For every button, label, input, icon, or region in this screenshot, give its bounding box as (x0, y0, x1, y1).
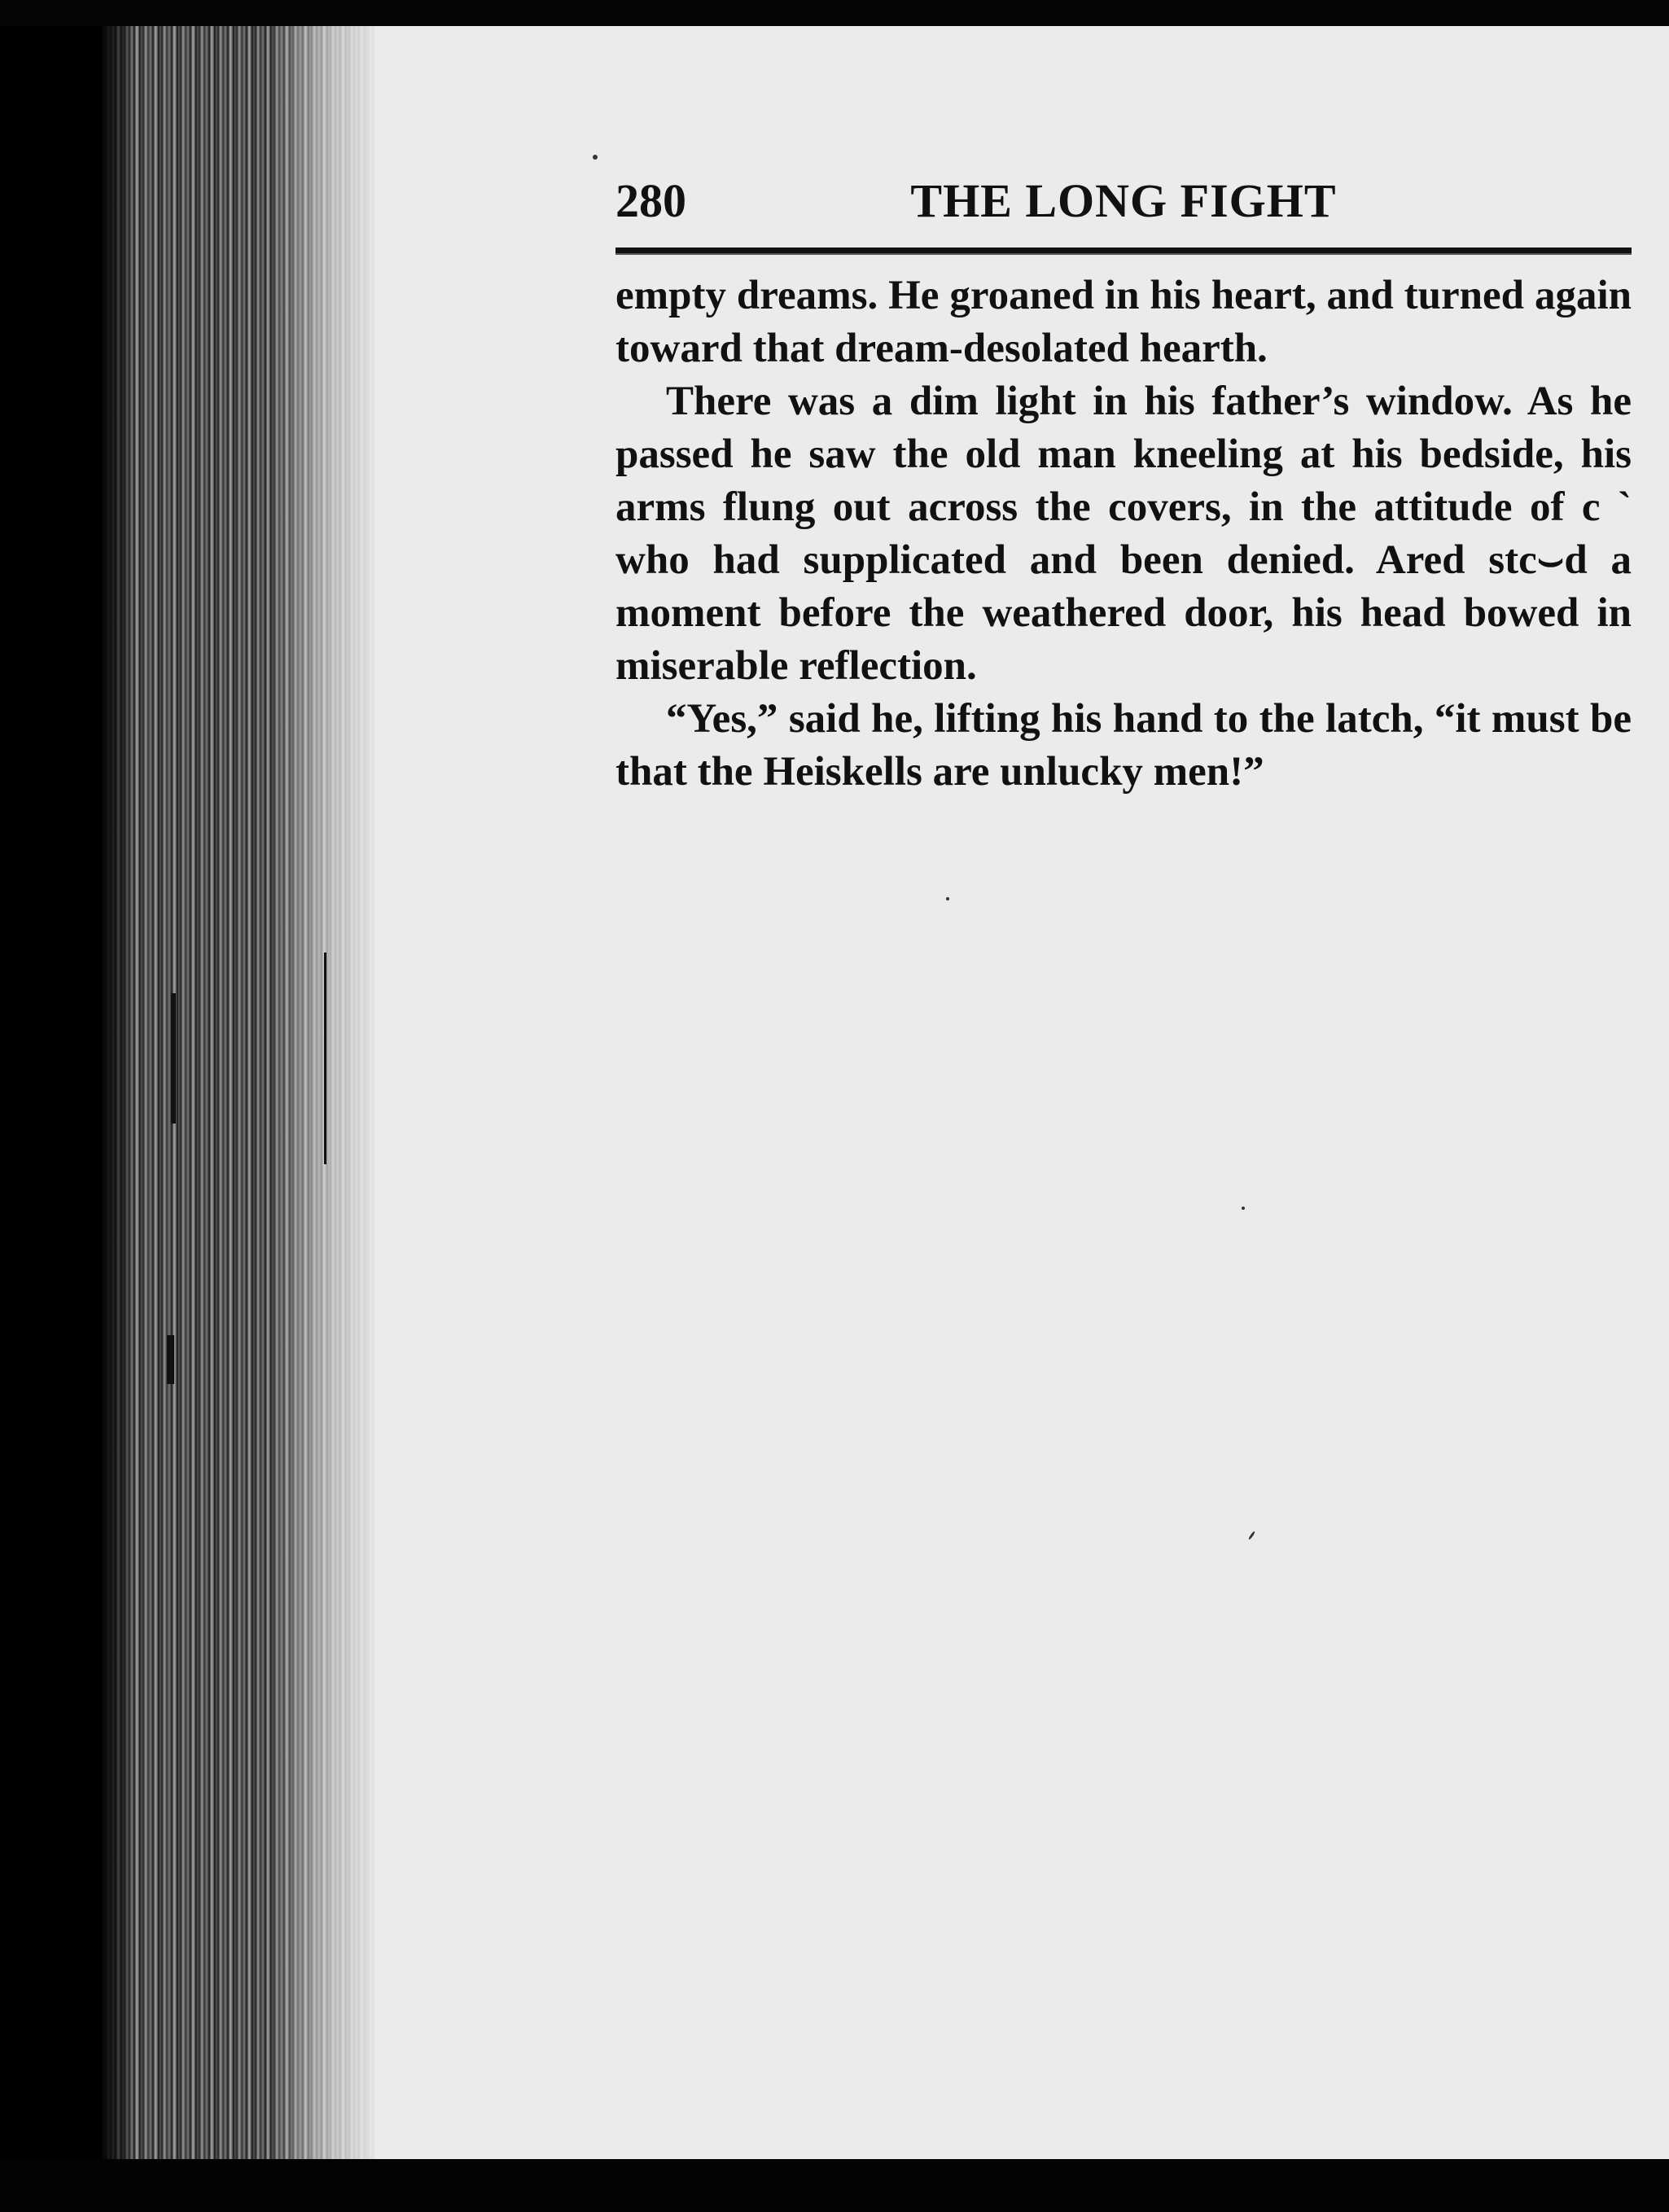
page-content (615, 173, 1632, 799)
dust-speck (1242, 1207, 1245, 1210)
left-shadow (102, 24, 130, 2162)
spine-mark (324, 953, 326, 1164)
running-head (615, 173, 1632, 230)
body-text (615, 269, 1632, 799)
dust-speck (593, 155, 598, 160)
top-border (0, 0, 1669, 26)
dust-speck (946, 897, 949, 900)
paragraph: “Yes,” said he, lifting his hand to the latch, “it must be that the Heiskells are unlucky men!” (615, 696, 1632, 795)
bottom-border (0, 2159, 1669, 2212)
paragraph: There was a dim light in his father’s window. As he passed he saw the old man kneeling at his bedside, his arms flung out across the covers, in the attitude of c ` who had supplicated and been denied. Ared stc⌣d a moment before the weathered door, his head bowed in miserable reflection. (615, 379, 1632, 689)
header-rule (615, 247, 1632, 255)
page-number: 280 (615, 174, 686, 227)
spine-mark (171, 993, 176, 1124)
running-title: THE LONG FIGHT (910, 174, 1337, 227)
spine-mark (167, 1335, 174, 1384)
paragraph: empty dreams. He groaned in his heart, and turned again toward that dream-desolated hearth. (615, 273, 1632, 371)
